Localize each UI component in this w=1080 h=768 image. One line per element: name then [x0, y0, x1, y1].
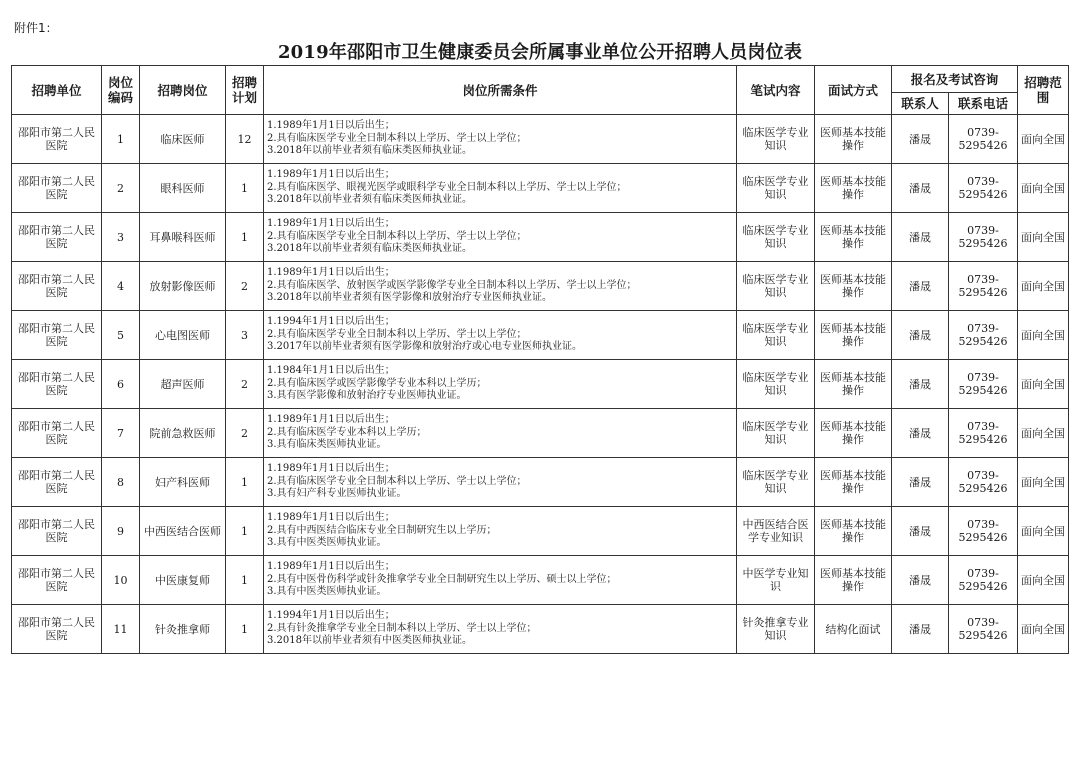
- requirement-line: 2.具有临床医学、眼视光医学或眼科学专业全日制本科以上学历、学士以上学位；: [267, 181, 627, 193]
- requirement-line: 2.具有中西医结合临床专业全日制研究生以上学历；: [267, 524, 497, 536]
- requirement-line: 2.具有临床医学专业全日制本科以上学历、学士以上学位；: [267, 230, 527, 242]
- contact-cell: 潘晟: [892, 213, 949, 262]
- requirement-line: 3.2017年以前毕业者须有医学影像和放射治疗或心电专业医师执业证。: [267, 341, 582, 353]
- unit-cell: 邵阳市第二人民医院: [12, 360, 102, 409]
- header-post: 招聘岗位: [140, 66, 226, 115]
- requirement-line: 3.2018年以前毕业者须有医学影像和放射治疗专业医师执业证。: [267, 292, 552, 304]
- header-consult: 报名及考试咨询: [892, 66, 1018, 93]
- requirement-line: 2.具有临床医学或医学影像学专业本科以上学历；: [267, 377, 487, 389]
- unit-cell: 邵阳市第二人民医院: [12, 556, 102, 605]
- header-written-test: 笔试内容: [737, 66, 815, 115]
- post-cell: 中西医结合医师: [140, 507, 226, 556]
- code-cell: 6: [102, 360, 140, 409]
- scope-cell: 面向全国: [1018, 164, 1069, 213]
- requirements-cell: [264, 164, 737, 213]
- contact-cell: 潘晟: [892, 262, 949, 311]
- code-cell: 5: [102, 311, 140, 360]
- unit-cell: 邵阳市第二人民医院: [12, 458, 102, 507]
- contact-cell: 潘晟: [892, 556, 949, 605]
- written-test-cell: 临床医学专业知识: [737, 213, 815, 262]
- plan-cell: 1: [226, 458, 264, 507]
- code-cell: 3: [102, 213, 140, 262]
- code-cell: 10: [102, 556, 140, 605]
- contact-cell: 潘晟: [892, 507, 949, 556]
- requirement-line: 3.具有妇产科专业医师执业证。: [267, 488, 407, 500]
- plan-cell: 2: [226, 262, 264, 311]
- table-row: [12, 164, 1069, 213]
- phone-cell: 0739-5295426: [949, 556, 1018, 605]
- interview-cell: 医师基本技能操作: [815, 458, 892, 507]
- post-cell: 眼科医师: [140, 164, 226, 213]
- post-cell: 中医康复师: [140, 556, 226, 605]
- requirement-line: 2.具有临床医学专业全日制本科以上学历、学士以上学位；: [267, 475, 527, 487]
- code-cell: 1: [102, 115, 140, 164]
- phone-cell: 0739-5295426: [949, 458, 1018, 507]
- plan-cell: 12: [226, 115, 264, 164]
- requirement-line: 1.1989年1月1日以后出生；: [267, 218, 395, 230]
- code-cell: 11: [102, 605, 140, 654]
- requirement-line: 1.1989年1月1日以后出生；: [267, 267, 395, 279]
- written-test-cell: 临床医学专业知识: [737, 262, 815, 311]
- requirements-cell: [264, 213, 737, 262]
- header-interview: 面试方式: [815, 66, 892, 115]
- post-cell: 超声医师: [140, 360, 226, 409]
- phone-cell: 0739-5295426: [949, 164, 1018, 213]
- phone-cell: 0739-5295426: [949, 360, 1018, 409]
- table-row: [12, 409, 1069, 458]
- plan-cell: 1: [226, 164, 264, 213]
- contact-cell: 潘晟: [892, 458, 949, 507]
- unit-cell: 邵阳市第二人民医院: [12, 115, 102, 164]
- requirement-line: 2.具有临床医学、放射医学或医学影像学专业全日制本科以上学历、学士以上学位；: [267, 279, 637, 291]
- table-row: [12, 507, 1069, 556]
- interview-cell: 医师基本技能操作: [815, 507, 892, 556]
- unit-cell: 邵阳市第二人民医院: [12, 262, 102, 311]
- interview-cell: 医师基本技能操作: [815, 360, 892, 409]
- table-row: [12, 458, 1069, 507]
- scope-cell: 面向全国: [1018, 360, 1069, 409]
- interview-cell: 医师基本技能操作: [815, 262, 892, 311]
- requirements-cell: [264, 360, 737, 409]
- header-unit: 招聘单位: [12, 66, 102, 115]
- unit-cell: 邵阳市第二人民医院: [12, 605, 102, 654]
- header-contact: 联系人: [892, 93, 949, 115]
- table-row: [12, 262, 1069, 311]
- scope-cell: 面向全国: [1018, 262, 1069, 311]
- written-test-cell: 临床医学专业知识: [737, 164, 815, 213]
- requirement-line: 3.具有中医类医师执业证。: [267, 537, 387, 549]
- requirements-cell: [264, 262, 737, 311]
- code-cell: 9: [102, 507, 140, 556]
- requirement-line: 1.1989年1月1日以后出生；: [267, 169, 395, 181]
- written-test-cell: 临床医学专业知识: [737, 115, 815, 164]
- interview-cell: 医师基本技能操作: [815, 115, 892, 164]
- table-row: [12, 360, 1069, 409]
- requirement-line: 1.1989年1月1日以后出生；: [267, 512, 395, 524]
- post-cell: 妇产科医师: [140, 458, 226, 507]
- phone-cell: 0739-5295426: [949, 115, 1018, 164]
- contact-cell: 潘晟: [892, 164, 949, 213]
- plan-cell: 1: [226, 605, 264, 654]
- requirement-line: 2.具有临床医学专业全日制本科以上学历、学士以上学位；: [267, 132, 527, 144]
- phone-cell: 0739-5295426: [949, 262, 1018, 311]
- post-cell: 院前急救医师: [140, 409, 226, 458]
- post-cell: 针灸推拿师: [140, 605, 226, 654]
- unit-cell: 邵阳市第二人民医院: [12, 213, 102, 262]
- written-test-cell: 针灸推拿专业知识: [737, 605, 815, 654]
- document-title: 2019年邵阳市卫生健康委员会所属事业单位公开招聘人员岗位表: [277, 42, 803, 63]
- written-test-cell: 中西医结合医学专业知识: [737, 507, 815, 556]
- unit-cell: 邵阳市第二人民医院: [12, 311, 102, 360]
- requirement-line: 1.1989年1月1日以后出生；: [267, 414, 395, 426]
- written-test-cell: 临床医学专业知识: [737, 360, 815, 409]
- requirement-line: 2.具有临床医学专业全日制本科以上学历、学士以上学位；: [267, 328, 527, 340]
- contact-cell: 潘晟: [892, 360, 949, 409]
- interview-cell: 医师基本技能操作: [815, 164, 892, 213]
- header-plan: 招聘计划: [226, 66, 264, 115]
- post-cell: 临床医师: [140, 115, 226, 164]
- plan-cell: 1: [226, 556, 264, 605]
- scope-cell: 面向全国: [1018, 458, 1069, 507]
- written-test-cell: 中医学专业知识: [737, 556, 815, 605]
- requirement-line: 2.具有临床医学专业本科以上学历；: [267, 426, 427, 438]
- requirement-line: 1.1984年1月1日以后出生；: [267, 365, 395, 377]
- plan-cell: 2: [226, 360, 264, 409]
- written-test-cell: 临床医学专业知识: [737, 409, 815, 458]
- post-cell: 心电图医师: [140, 311, 226, 360]
- written-test-cell: 临床医学专业知识: [737, 458, 815, 507]
- interview-cell: 医师基本技能操作: [815, 409, 892, 458]
- header-code: 岗位编码: [102, 66, 140, 115]
- requirements-cell: [264, 409, 737, 458]
- contact-cell: 潘晟: [892, 409, 949, 458]
- contact-cell: 潘晟: [892, 311, 949, 360]
- requirement-line: 2.具有针灸推拿学专业全日制本科以上学历、学士以上学位；: [267, 622, 537, 634]
- requirement-line: 3.具有临床类医师执业证。: [267, 439, 387, 451]
- written-test-cell: 临床医学专业知识: [737, 311, 815, 360]
- code-cell: 4: [102, 262, 140, 311]
- requirement-line: 3.2018年以前毕业者须有中医类医师执业证。: [267, 635, 472, 647]
- requirements-cell: [264, 556, 737, 605]
- table-row: [12, 311, 1069, 360]
- table-row: [12, 213, 1069, 262]
- unit-cell: 邵阳市第二人民医院: [12, 164, 102, 213]
- requirement-line: 3.具有中医类医师执业证。: [267, 586, 387, 598]
- requirement-line: 2.具有中医骨伤科学或针灸推拿学专业全日制研究生以上学历、硕士以上学位；: [267, 573, 617, 585]
- header-phone: 联系电话: [949, 93, 1018, 115]
- scope-cell: 面向全国: [1018, 213, 1069, 262]
- requirements-cell: [264, 115, 737, 164]
- scope-cell: 面向全国: [1018, 311, 1069, 360]
- requirement-line: 1.1989年1月1日以后出生；: [267, 463, 395, 475]
- table-row: [12, 605, 1069, 654]
- table-row: [12, 556, 1069, 605]
- header-scope: 招聘范围: [1018, 66, 1069, 115]
- requirements-cell: [264, 605, 737, 654]
- interview-cell: 结构化面试: [815, 605, 892, 654]
- contact-cell: 潘晟: [892, 115, 949, 164]
- plan-cell: 1: [226, 507, 264, 556]
- code-cell: 8: [102, 458, 140, 507]
- requirement-line: 1.1994年1月1日以后出生；: [267, 610, 395, 622]
- requirement-line: 3.2018年以前毕业者须有临床类医师执业证。: [267, 145, 472, 157]
- requirement-line: 3.具有医学影像和放射治疗专业医师执业证。: [267, 390, 467, 402]
- requirements-cell: [264, 458, 737, 507]
- plan-cell: 1: [226, 213, 264, 262]
- scope-cell: 面向全国: [1018, 507, 1069, 556]
- plan-cell: 3: [226, 311, 264, 360]
- code-cell: 7: [102, 409, 140, 458]
- phone-cell: 0739-5295426: [949, 507, 1018, 556]
- interview-cell: 医师基本技能操作: [815, 556, 892, 605]
- code-cell: 2: [102, 164, 140, 213]
- requirement-line: 1.1989年1月1日以后出生；: [267, 561, 395, 573]
- scope-cell: 面向全国: [1018, 409, 1069, 458]
- requirement-line: 3.2018年以前毕业者须有临床类医师执业证。: [267, 194, 472, 206]
- plan-cell: 2: [226, 409, 264, 458]
- requirement-line: 3.2018年以前毕业者须有临床类医师执业证。: [267, 243, 472, 255]
- scope-cell: 面向全国: [1018, 556, 1069, 605]
- scope-cell: 面向全国: [1018, 115, 1069, 164]
- phone-cell: 0739-5295426: [949, 213, 1018, 262]
- requirement-line: 1.1989年1月1日以后出生；: [267, 120, 395, 132]
- requirements-cell: [264, 311, 737, 360]
- unit-cell: 邵阳市第二人民医院: [12, 507, 102, 556]
- post-cell: 放射影像医师: [140, 262, 226, 311]
- recruitment-table: [11, 65, 1069, 654]
- header-requirements: 岗位所需条件: [264, 66, 737, 115]
- contact-cell: 潘晟: [892, 605, 949, 654]
- unit-cell: 邵阳市第二人民医院: [12, 409, 102, 458]
- interview-cell: 医师基本技能操作: [815, 311, 892, 360]
- post-cell: 耳鼻喉科医师: [140, 213, 226, 262]
- phone-cell: 0739-5295426: [949, 605, 1018, 654]
- interview-cell: 医师基本技能操作: [815, 213, 892, 262]
- requirement-line: 1.1994年1月1日以后出生；: [267, 316, 395, 328]
- table-row: [12, 115, 1069, 164]
- phone-cell: 0739-5295426: [949, 409, 1018, 458]
- scope-cell: 面向全国: [1018, 605, 1069, 654]
- attachment-label: 附件1：: [14, 21, 58, 35]
- phone-cell: 0739-5295426: [949, 311, 1018, 360]
- requirements-cell: [264, 507, 737, 556]
